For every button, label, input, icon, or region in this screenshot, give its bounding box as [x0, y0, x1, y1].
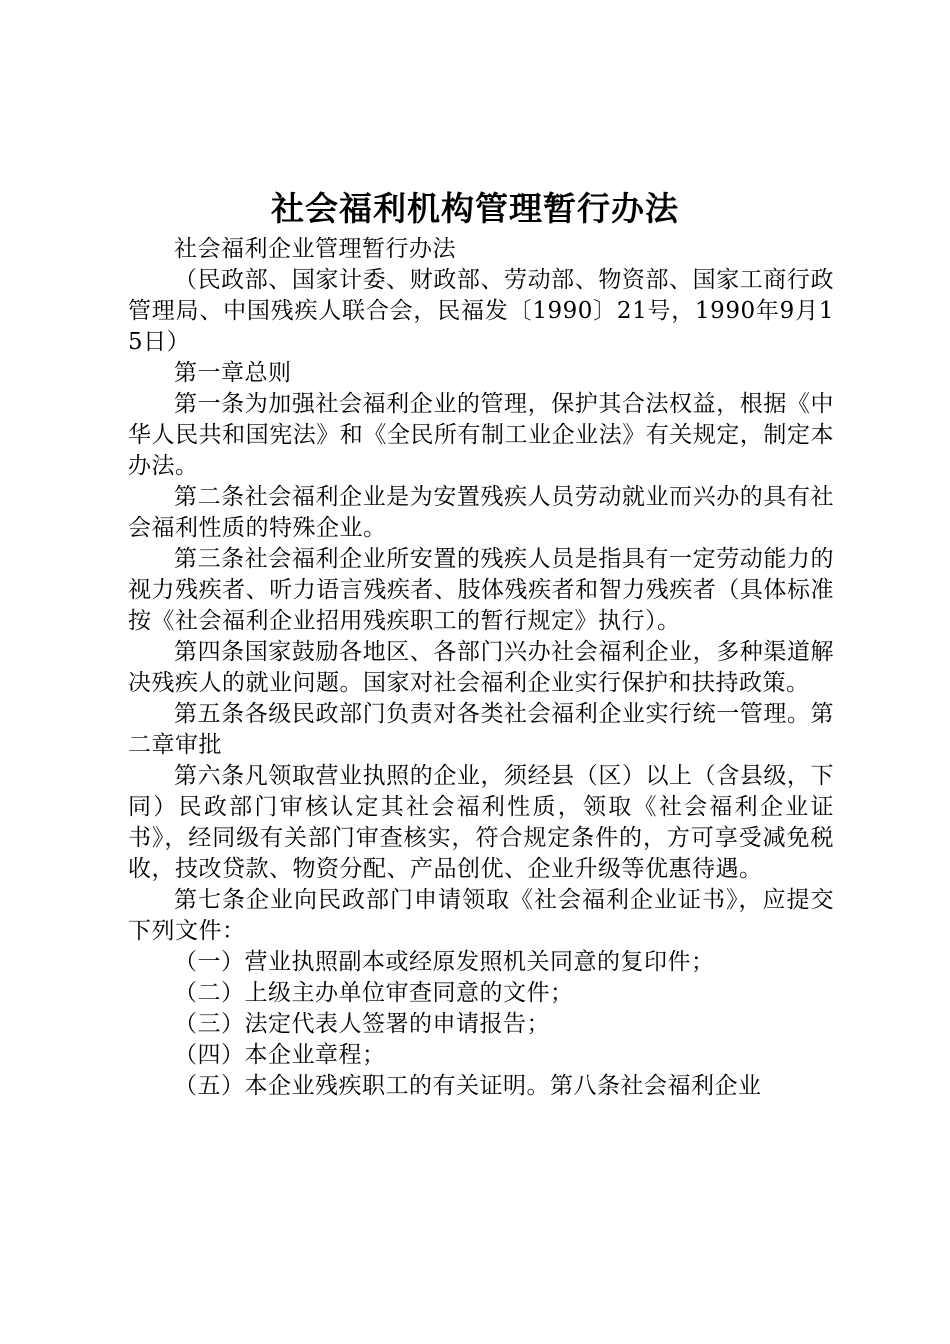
article-5-paragraph: 第五条各级民政部门负责对各类社会福利企业实行统一管理。第二章审批	[128, 701, 834, 758]
document-body	[128, 234, 834, 1102]
issuer-paragraph: （民政部、国家计委、财政部、劳动部、物资部、国家工商行政管理局、中国残疾人联合会，民福发〔1990〕21号，1990年9月15日）	[128, 267, 834, 355]
article-2-paragraph: 第二条社会福利企业是为安置残疾人员劳动就业而兴办的具有社会福利性质的特殊企业。	[128, 484, 834, 541]
article-6-paragraph: 第六条凡领取营业执照的企业，须经县（区）以上（含县级，下同）民政部门审核认定其社会福利性质，领取《社会福利企业证书》，经同级有关部门审查核实，符合规定条件的，方可享受减免税收，技改贷款、物资分配、产品创优、企业升级等优惠待遇。	[128, 763, 834, 882]
chapter-1-heading: 第一章总则	[174, 360, 292, 386]
list-item-3: （三）法定代表人签署的申请报告；	[174, 1011, 550, 1037]
article-3-paragraph: 第三条社会福利企业所安置的残疾人员是指具有一定劳动能力的视力残疾者、听力语言残疾者、肢体残疾者和智力残疾者（具体标准按《社会福利企业招用残疾职工的暂行规定》执行）。	[128, 546, 834, 634]
list-item-2: （二）上级主办单位审查同意的文件；	[174, 980, 574, 1006]
list-item-5: （五）本企业残疾职工的有关证明。第八条社会福利企业	[174, 1073, 762, 1099]
document-title: 社会福利机构管理暂行办法	[271, 189, 679, 228]
subtitle-paragraph: 社会福利企业管理暂行办法	[174, 236, 456, 262]
article-1-paragraph: 第一条为加强社会福利企业的管理，保护其合法权益，根据《中华人民共和国宪法》和《全民所有制工业企业法》有关规定，制定本办法。	[128, 391, 834, 479]
article-4-paragraph: 第四条国家鼓励各地区、各部门兴办社会福利企业，多种渠道解决残疾人的就业问题。国家对社会福利企业实行保护和扶持政策。	[128, 639, 834, 696]
article-7-paragraph: 第七条企业向民政部门申请领取《社会福利企业证书》，应提交下列文件：	[128, 887, 834, 944]
list-item-1: （一）营业执照副本或经原发照机关同意的复印件；	[174, 949, 715, 975]
list-item-4: （四）本企业章程；	[174, 1042, 386, 1068]
